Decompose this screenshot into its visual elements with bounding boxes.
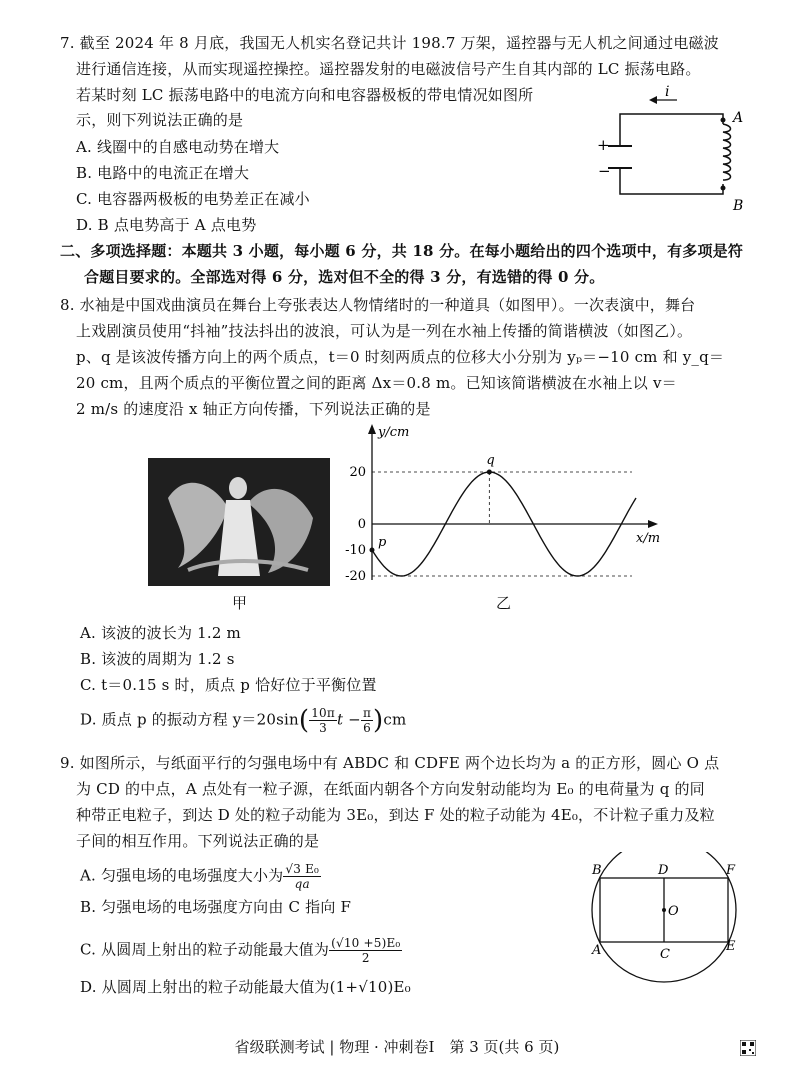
x-axis-label: x/m	[636, 531, 661, 546]
q9-line-3: 种带正电粒子，到达 D 处的粒子动能为 3E₀，到达 F 处的粒子动能为 4E₀，不计粒子重力及粒	[76, 806, 715, 824]
section2-heading-line-1: 二、多项选择题：本题共 3 小题，每小题 6 分，共 18 分。在每小题给出的四个选项中，有多项是符	[60, 242, 744, 260]
q9c-num: (√10 +5)E₀	[331, 936, 401, 950]
center-o-dot	[662, 908, 666, 912]
q8-option-d-frac2	[361, 706, 373, 735]
label-b: B	[592, 863, 602, 878]
point-p	[370, 548, 375, 553]
label-b: B	[733, 198, 744, 214]
label-e: E	[726, 939, 736, 954]
current-arrow-icon	[649, 96, 657, 104]
q9-option-a-text: A. 匀强电场的电场强度大小为	[80, 866, 284, 885]
origin-label: 0	[357, 517, 366, 532]
q8-line-4: 20 cm，且两个质点的平衡位置之间的距离 Δx＝0.8 m。已知该简谐横波在水袖上以 v＝	[76, 374, 677, 392]
label-f: F	[726, 863, 736, 878]
frac1-den: 3	[319, 721, 327, 735]
minus-sign: −	[598, 162, 611, 180]
ytick-20: 20	[349, 465, 366, 480]
q9-option-b: B. 匀强电场的电场强度方向由 C 指向 F	[80, 898, 352, 916]
q7-option-b: B. 电路中的电流正在增大	[76, 164, 250, 182]
label-o: O	[668, 904, 679, 919]
q7-option-c: C. 电容器两极板的电势差正在减小	[76, 190, 310, 208]
q9-line-4: 子间的相互作用。下列说法正确的是	[76, 832, 320, 850]
q8-line-2: 上戏剧演员使用“抖袖”技法抖出的波浪，可认为是一列在水袖上传播的简谐横波（如图乙）。	[76, 322, 693, 340]
square-circle-diagram	[588, 852, 748, 1012]
q9-option-a	[80, 862, 321, 891]
label-a: A	[592, 943, 602, 958]
q7-option-a: A. 线圈中的自感电动势在增大	[76, 138, 280, 156]
ytick-minus20: -20	[345, 569, 366, 584]
section2-heading-line-2: 合题目要求的。全部选对得 6 分，选对但不全的得 3 分，有选错的得 0 分。	[84, 268, 605, 286]
q8-line-3: p、q 是该波传播方向上的两个质点，t＝0 时刻两质点的位移大小分别为 yₚ＝−10 cm 和 y_q＝	[76, 348, 725, 366]
q9-line-1: 9. 如图所示，与纸面平行的匀强电场中有 ABDC 和 CDFE 两个边长均为 a 的正方形，圆心 O 点	[60, 754, 720, 772]
qr-code-icon	[740, 1040, 756, 1056]
q9a-den: qa	[294, 877, 310, 891]
page-footer: 省级联测考试 | 物理 · 冲刺卷Ⅰ 第 3 页(共 6 页)	[234, 1038, 560, 1056]
q9-option-c	[80, 936, 402, 965]
q9c-den: 2	[361, 951, 370, 965]
q8-option-d-frac1	[309, 706, 337, 735]
water-sleeve-photo	[148, 458, 330, 586]
frac2-num: π	[362, 706, 372, 720]
q9-option-a-frac	[283, 862, 321, 891]
p-label: p	[378, 535, 387, 550]
y-axis-label: y/cm	[378, 425, 410, 440]
current-label: i	[665, 84, 670, 100]
unit-cm: cm	[383, 710, 407, 729]
q8-option-b: B. 该波的周期为 1.2 s	[80, 650, 235, 668]
q9-option-c-text: C. 从圆周上射出的粒子动能最大值为	[80, 940, 330, 959]
q7-line-3: 若某时刻 LC 振荡电路中的电流方向和电容器极板的带电情况如图所	[76, 86, 534, 104]
label-c: C	[660, 947, 670, 962]
q7-line-1: 7. 截至 2024 年 8 月底，我国无人机实名登记共计 198.7 万架，遥控器与无人机之间通过电磁波	[60, 34, 719, 52]
point-b-dot	[721, 186, 726, 191]
x-axis-arrow-icon	[648, 520, 658, 528]
q7-option-d: D. B 点电势高于 A 点电势	[76, 216, 257, 234]
label-d: D	[658, 863, 669, 878]
q-label: q	[486, 453, 495, 468]
frac1-num: 10π	[311, 706, 335, 720]
point-a-dot	[721, 118, 726, 123]
q8-line-1: 8. 水袖是中国戏曲演员在舞台上夸张表达人物情绪时的一种道具（如图甲）。一次表演中，舞台	[60, 296, 696, 314]
q9a-num: √3 E₀	[285, 862, 320, 876]
q8-option-c: C. t＝0.15 s 时，质点 p 恰好位于平衡位置	[80, 676, 377, 694]
label-a: A	[733, 110, 744, 126]
frac2-den: 6	[363, 721, 371, 735]
q7-line-2: 进行通信连接，从而实现遥控操控。遥控器发射的电磁波信号产生自其内部的 LC 振荡电路。	[76, 60, 701, 78]
q8-line-5: 2 m/s 的速度沿 x 轴正方向传播，下列说法正确的是	[76, 400, 431, 418]
point-q	[487, 470, 492, 475]
q9-option-d: D. 从圆周上射出的粒子动能最大值为(1+√10)E₀	[80, 978, 411, 996]
frac-mid: t −	[336, 710, 361, 729]
fig-label-yi: 乙	[496, 594, 512, 612]
lc-circuit-diagram	[585, 84, 755, 224]
fig-label-jia: 甲	[232, 594, 248, 612]
q8-option-d-text: D. 质点 p 的振动方程 y＝20sin	[80, 710, 299, 729]
q9-option-c-frac	[329, 936, 402, 965]
q9-line-2: 为 CD 的中点，A 点处有一粒子源，在纸面内朝各个方向发射动能均为 E₀ 的电荷量为 q 的同	[76, 780, 705, 798]
plus-sign: +	[597, 136, 610, 154]
q8-option-d: D. 质点 p 的振动方程 y＝20sin( $\frac{10\pi}{3}$ t − $\frac{\pi}{6}$ )cm	[80, 705, 407, 736]
q8-option-a: A. 该波的波长为 1.2 m	[80, 624, 241, 642]
y-axis-arrow-icon	[368, 424, 376, 434]
q7-line-4: 示，则下列说法正确的是	[76, 111, 244, 129]
wave-chart	[336, 420, 666, 590]
ytick-minus10: -10	[345, 543, 366, 558]
